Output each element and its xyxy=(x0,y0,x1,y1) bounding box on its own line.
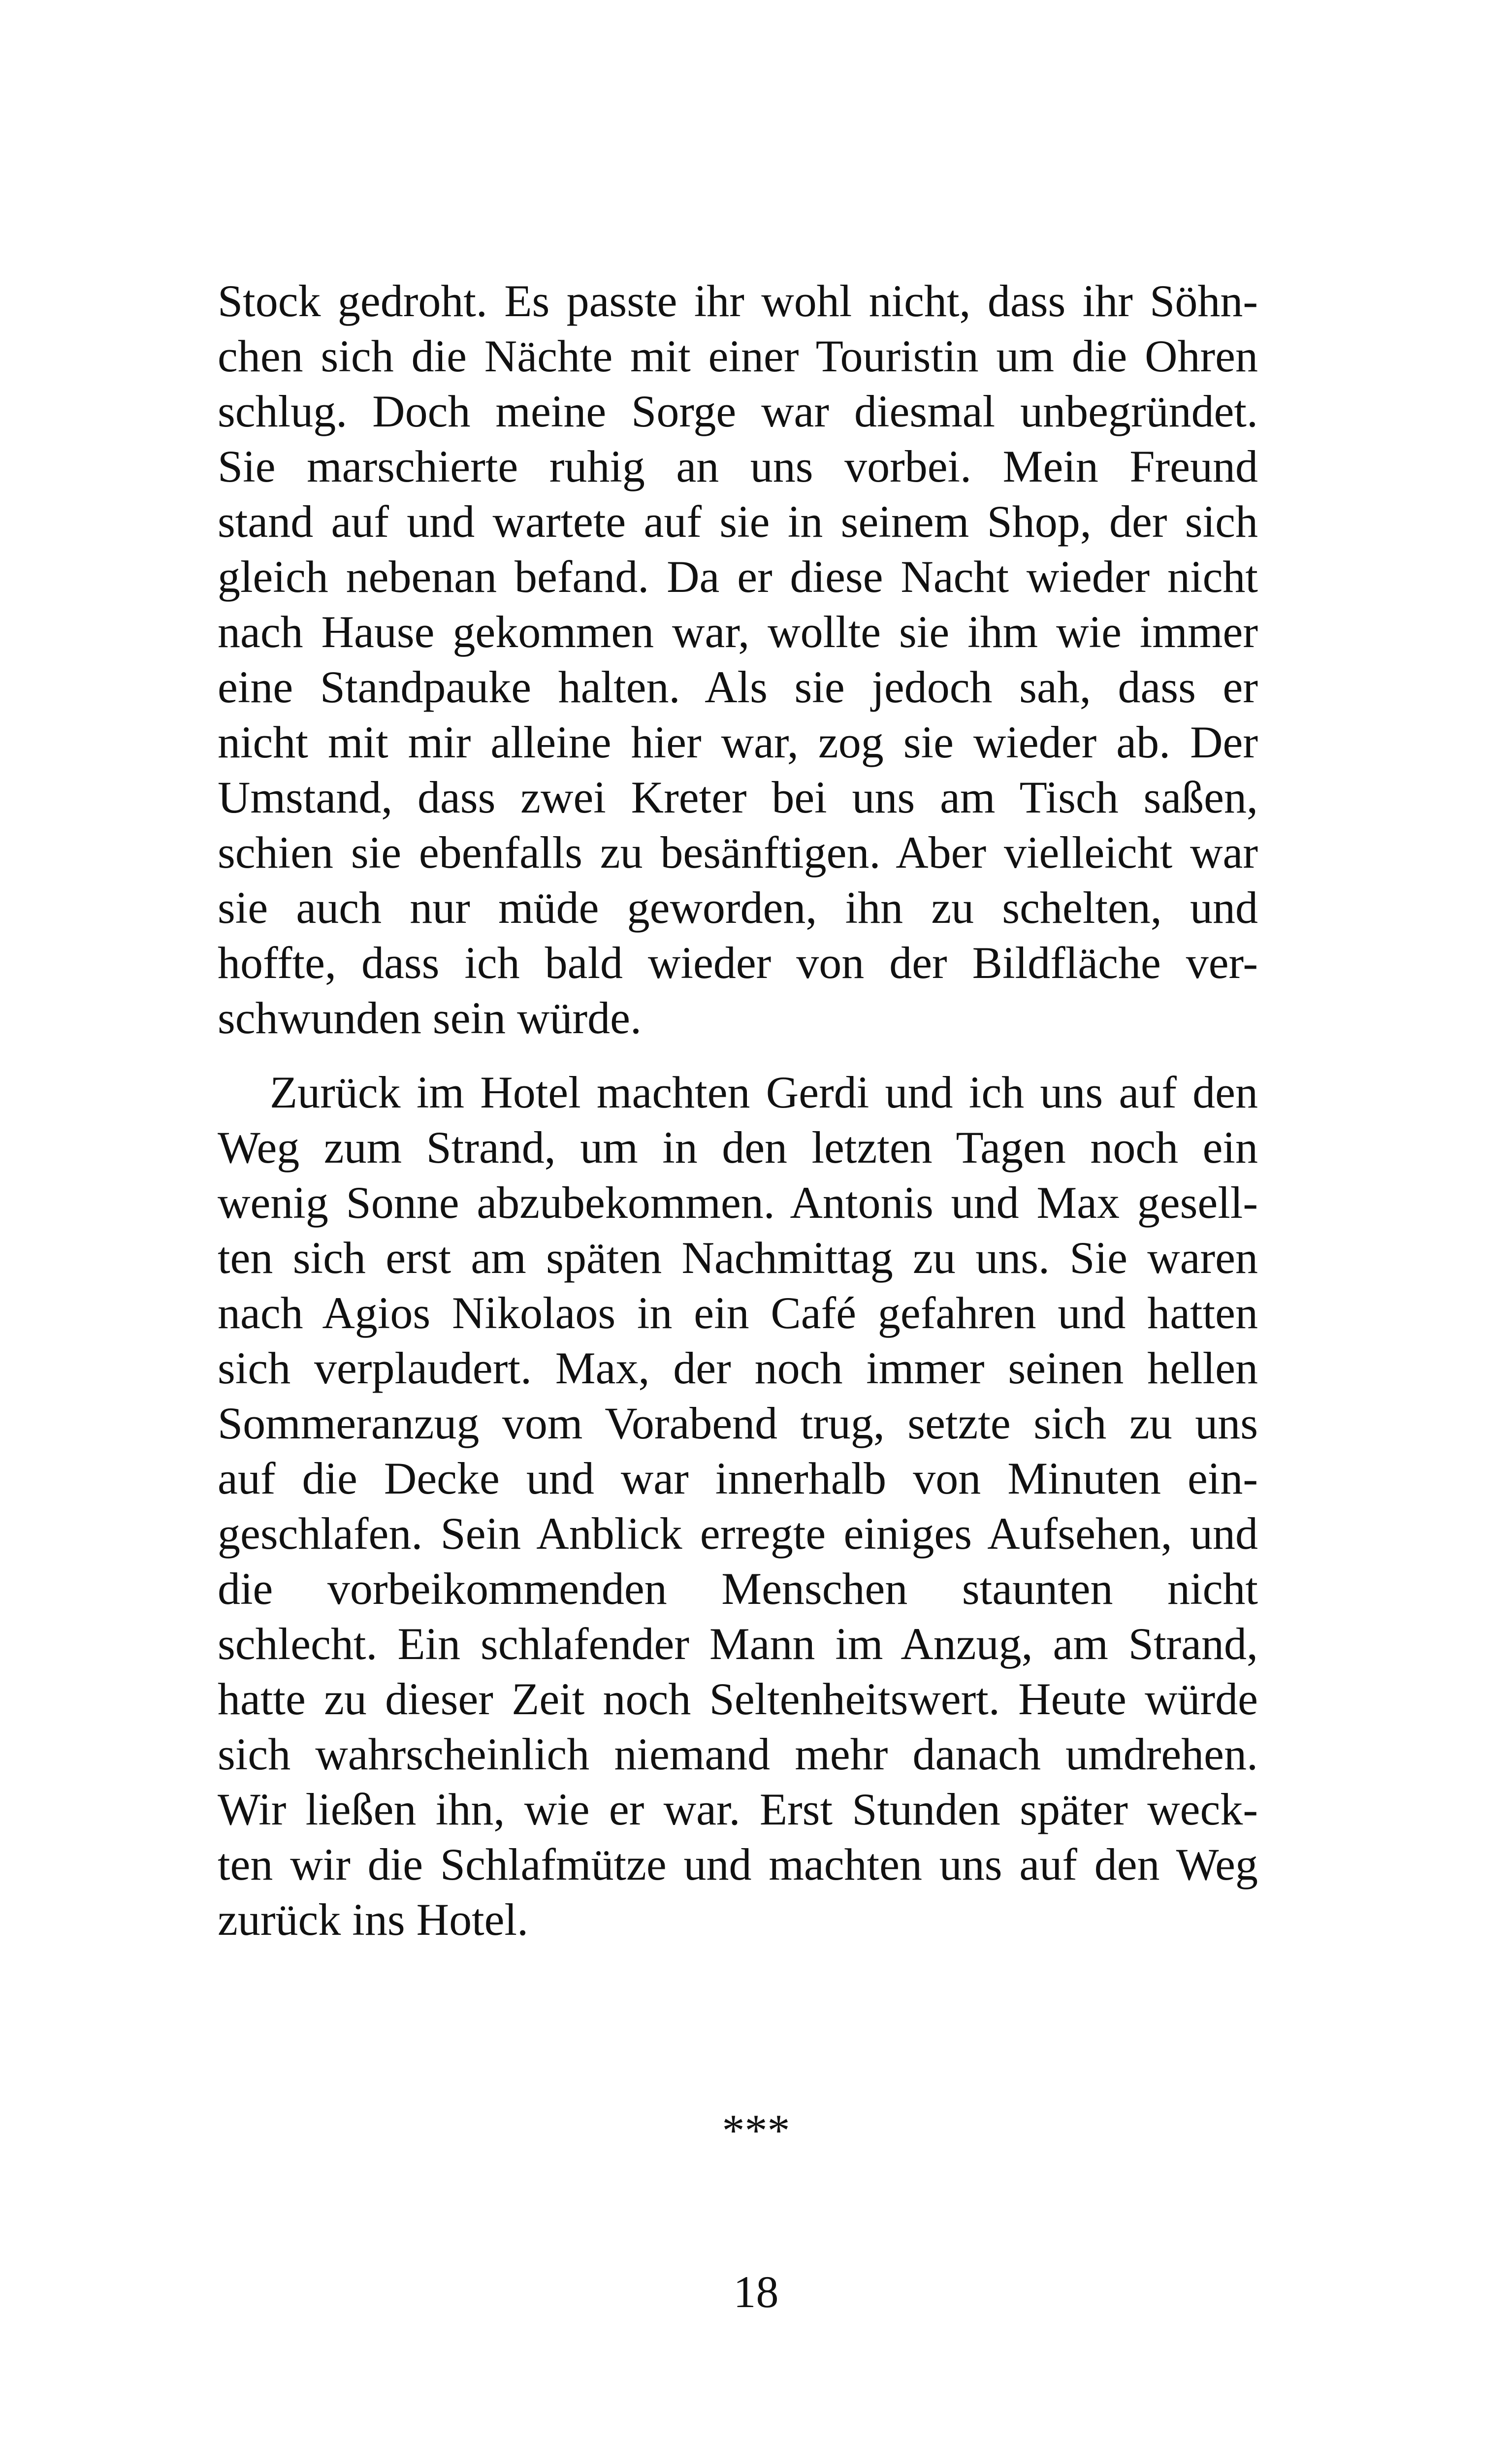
paragraph-1-line-9: nicht mit mir alleine hier war, zog sie wieder ab. Der xyxy=(218,717,1258,767)
paragraph-2-line-15: ten wir die Schlafmütze und machten uns auf den Weg xyxy=(218,1839,1258,1889)
page-number: 18 xyxy=(733,2267,779,2317)
paragraph-2-line-7: Sommeranzug vom Vorabend trug, setzte sich zu uns xyxy=(218,1398,1258,1448)
paragraph-2-line-5: nach Agios Nikolaos in ein Café gefahren und hatten xyxy=(218,1288,1258,1338)
paragraph-2-line-10: die vorbeikommenden Menschen staunten nicht xyxy=(218,1564,1258,1614)
paragraph-1-line-4: Sie marschierte ruhig an uns vorbei. Mein Freund xyxy=(218,441,1258,491)
paragraph-1-line-13: hoffte, dass ich bald wieder von der Bildfläche ver- xyxy=(218,938,1258,988)
paragraph-1-line-2: chen sich die Nächte mit einer Touristin um die Ohren xyxy=(218,331,1258,381)
paragraph-2-line-11: schlecht. Ein schlafender Mann im Anzug, am Strand, xyxy=(218,1619,1258,1669)
paragraph-2-line-6: sich verplaudert. Max, der noch immer seinen hellen xyxy=(218,1343,1258,1393)
paragraph-2-line-14: Wir ließen ihn, wie er war. Erst Stunden später weck- xyxy=(218,1784,1258,1834)
paragraph-2-line-4: ten sich erst am späten Nachmittag zu uns. Sie waren xyxy=(218,1233,1258,1283)
section-separator: *** xyxy=(722,2105,790,2155)
paragraph-1-line-12: sie auch nur müde geworden, ihn zu schelten, und xyxy=(218,882,1258,933)
paragraph-1-line-8: eine Standpauke halten. Als sie jedoch sah, dass er xyxy=(218,662,1258,712)
paragraph-1-line-5: stand auf und wartete auf sie in seinem Shop, der sich xyxy=(218,496,1258,547)
paragraph-1-line-3: schlug. Doch meine Sorge war diesmal unbegründet. xyxy=(218,386,1258,436)
paragraph-2-line-9: geschlafen. Sein Anblick erregte einiges Aufsehen, und xyxy=(218,1508,1258,1559)
paragraph-1 xyxy=(218,273,1258,1045)
paragraph-1-line-11: schien sie ebenfalls zu besänftigen. Aber vielleicht war xyxy=(218,827,1258,878)
paragraph-2-line-8: auf die Decke und war innerhalb von Minuten ein- xyxy=(218,1453,1258,1503)
paragraph-2-line-1: Zurück im Hotel machten Gerdi und ich uns auf den xyxy=(270,1067,1258,1117)
paragraph-1-line-14: schwunden sein würde. xyxy=(218,993,642,1043)
paragraph-2-line-16: zurück ins Hotel. xyxy=(218,1894,529,1945)
paragraph-2-line-3: wenig Sonne abzubekommen. Antonis und Max gesell- xyxy=(218,1177,1258,1228)
paragraph-2-line-2: Weg zum Strand, um in den letzten Tagen noch ein xyxy=(218,1122,1258,1173)
paragraph-2 xyxy=(218,1065,1258,1947)
paragraph-1-line-6: gleich nebenan befand. Da er diese Nacht wieder nicht xyxy=(218,552,1258,602)
paragraph-1-line-10: Umstand, dass zwei Kreter bei uns am Tisch saßen, xyxy=(218,772,1258,822)
paragraph-1-line-7: nach Hause gekommen war, wollte sie ihm wie immer xyxy=(218,607,1258,657)
paragraph-1-line-1: Stock gedroht. Es passte ihr wohl nicht, dass ihr Söhn- xyxy=(218,276,1258,326)
paragraph-2-line-13: sich wahrscheinlich niemand mehr danach umdrehen. xyxy=(218,1729,1258,1779)
paragraph-2-line-12: hatte zu dieser Zeit noch Seltenheitswert. Heute würde xyxy=(218,1674,1258,1724)
